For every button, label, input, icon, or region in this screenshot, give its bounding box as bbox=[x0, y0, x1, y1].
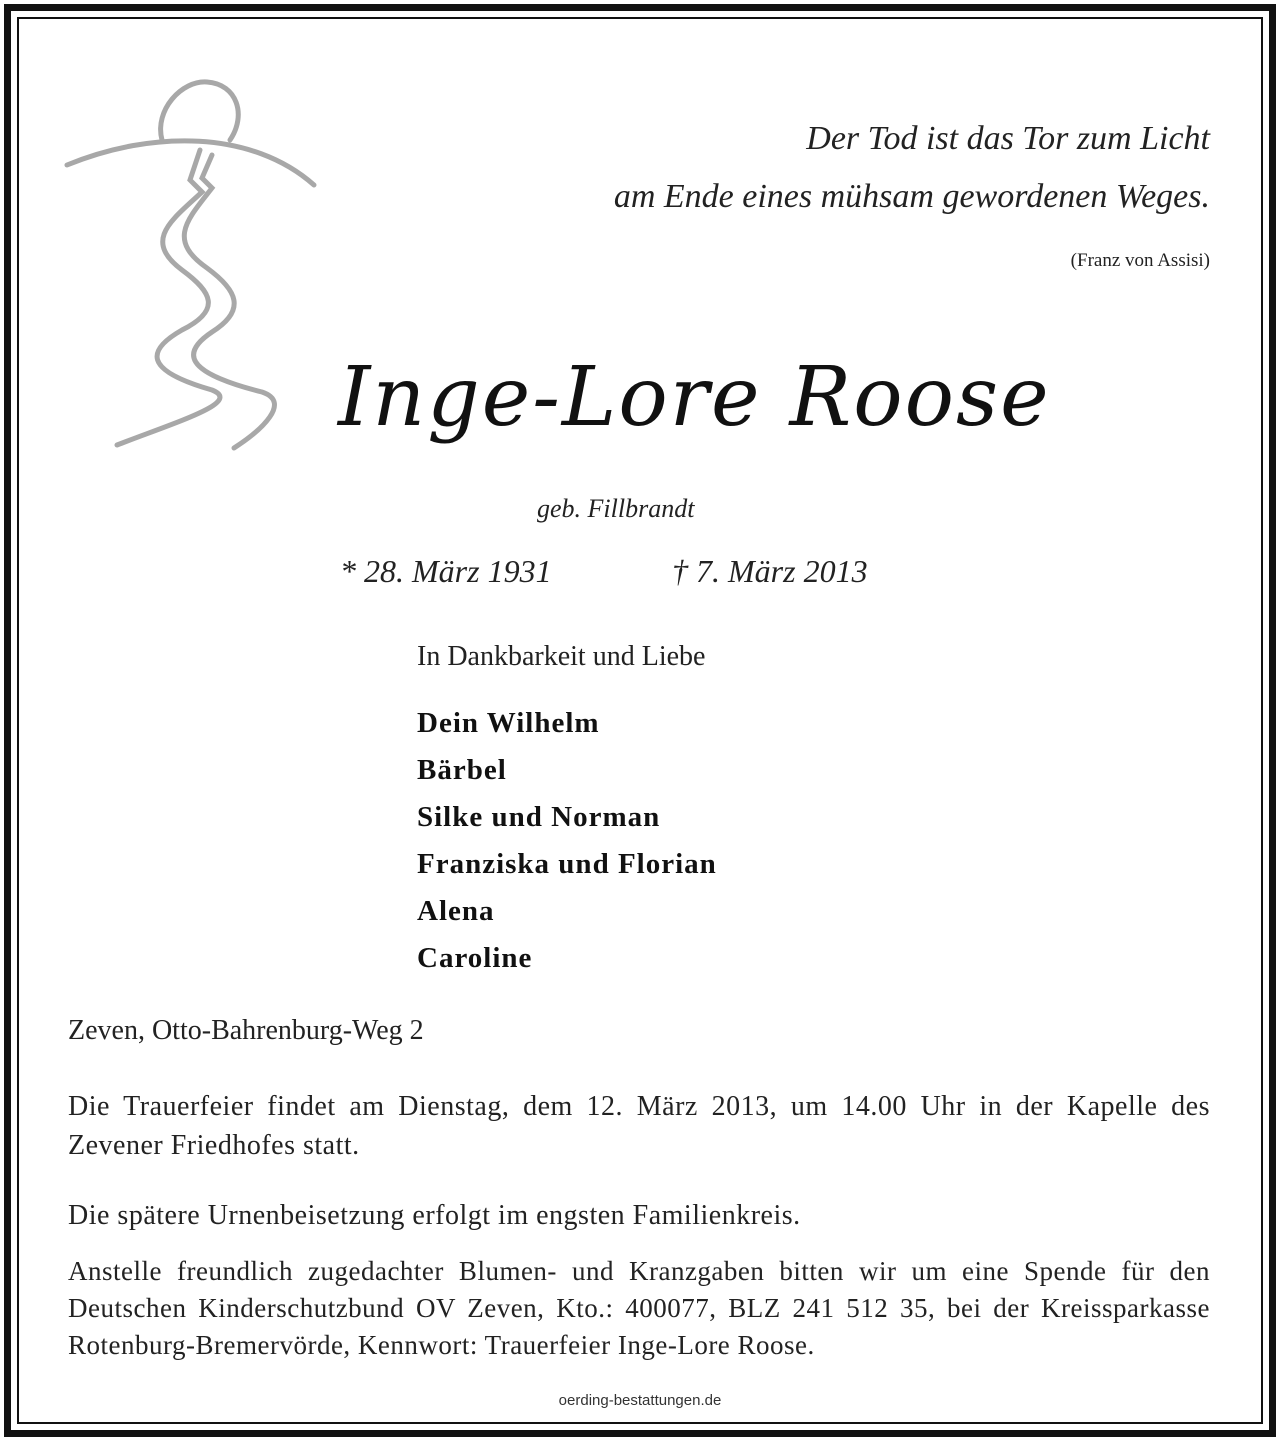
quote-author: (Franz von Assisi) bbox=[1070, 250, 1210, 271]
quote bbox=[614, 110, 1210, 226]
mourner-name: Caroline bbox=[417, 942, 533, 974]
quote-line-1: Der Tod ist das Tor zum Licht bbox=[806, 120, 1210, 157]
sun-path-icon bbox=[62, 70, 322, 460]
mourner-name: Franziska und Florian bbox=[417, 848, 717, 880]
quote-line-2: am Ende eines mühsam gewordenen Weges. bbox=[613, 178, 1210, 215]
donation-notice: Anstelle freundlich zugedachter Blumen- und Kranzgaben bitten wir um eine Spende für den Deutschen Kinderschutzbund OV Zeven, Kto.: 400077, BLZ 241 512 35, bei der Kreissparkasse Rotenburg-Bremervörde, Kennwort: Trauerfeier Inge-Lore Roose. bbox=[68, 1256, 1210, 1360]
mourner-name: Silke und Norman bbox=[417, 801, 661, 833]
mourner-name: Bärbel bbox=[417, 754, 507, 786]
death-date: † 7. März 2013 bbox=[672, 553, 868, 589]
maiden-name: geb. Fillbrandt bbox=[537, 494, 695, 523]
mourner-name: Dein Wilhelm bbox=[417, 707, 600, 739]
gratitude-line: In Dankbarkeit und Liebe bbox=[417, 641, 706, 672]
funeral-notice: Die Trauerfeier findet am Dienstag, dem 12. März 2013, um 14.00 Uhr in der Kapelle des Zevener Friedhofes statt. bbox=[68, 1091, 1210, 1161]
birth-date: * 28. März 1931 bbox=[340, 553, 552, 589]
burial-notice: Die spätere Urnenbeisetzung erfolgt im engsten Familienkreis. bbox=[68, 1200, 801, 1231]
address: Zeven, Otto-Bahrenburg-Weg 2 bbox=[68, 1015, 424, 1046]
mourner-list bbox=[417, 700, 717, 982]
mourner-name: Alena bbox=[417, 895, 495, 927]
footer-source: oerding-bestattungen.de bbox=[558, 1392, 722, 1409]
deceased-name: Inge-Lore Roose bbox=[338, 350, 1051, 445]
